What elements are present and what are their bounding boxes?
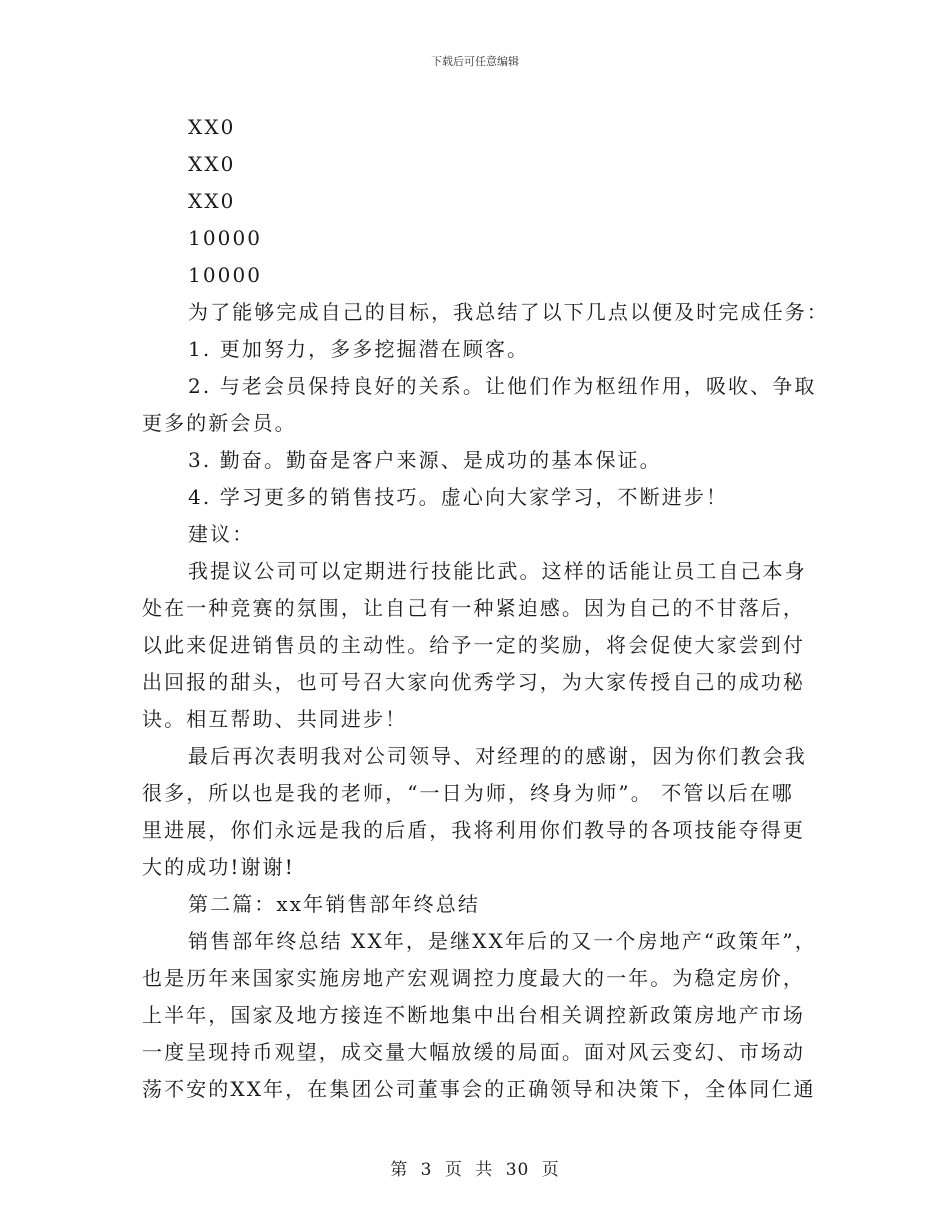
text-line: 很多，所以也是我的老师，“一日为师，终身为师”。 不管以后在哪 [142,781,794,805]
text-line: 10000 [188,263,263,287]
list-item: 4. 学习更多的销售技巧。虚心向大家学习，不断进步！ [188,485,729,509]
text-line: 销售部年终总结 XX年，是继XX年后的又一个房地产“政策年”， [188,929,817,953]
text-line: XX0 [188,152,236,176]
document-body [142,109,829,1108]
list-item: 2. 与老会员保持良好的关系。让他们作为枢纽作用，吸收、争取 [188,374,817,398]
section-label: 建议： [188,522,255,546]
text-line: 出回报的甜头，也可号召大家向优秀学习，为大家传授自己的成功秘 [142,670,805,694]
text-line: XX0 [188,115,236,139]
text-line: 我提议公司可以定期进行技能比武。这样的话能让员工自己本身 [188,559,807,583]
list-item: 3. 勤奋。勤奋是客户来源、是成功的基本保证。 [188,448,662,472]
text-line: 也是历年来国家实施房地产宏观调控力度最大的一年。为稳定房价， [142,966,805,990]
text-line: 更多的新会员。 [142,411,297,435]
text-line: 10000 [188,226,263,250]
text-line: 最后再次表明我对公司领导、对经理的的感谢，因为你们教会我 [188,744,807,768]
text-line: 诀。相互帮助、共同进步！ [142,707,408,731]
text-line: 一度呈现持币观望，成交量大幅放缓的局面。面对风云变幻、市场动 [142,1040,805,1064]
section-heading: 第二篇：xx年销售部年终总结 [188,892,480,916]
text-line: 大的成功!谢谢! [142,855,295,879]
page-header: 下载后可任意编辑 [431,55,519,68]
page-number-footer: 第 3 页 共 30 页 [390,1160,560,1180]
text-line: 上半年，国家及地方接连不断地集中出台相关调控新政策房地产市场 [142,1003,805,1027]
text-line: 处在一种竞赛的氛围，让自己有一种紧迫感。因为自己的不甘落后， [142,596,805,620]
text-line: 荡不安的XX年，在集团公司董事会的正确领导和决策下，全体同仁通 [142,1077,816,1101]
text-line: 以此来促进销售员的主动性。给予一定的奖励，将会促使大家尝到付 [142,633,805,657]
text-line: XX0 [188,189,236,213]
text-line: 里进展，你们永远是我的后盾，我将利用你们教导的各项技能夺得更 [142,818,805,842]
text-line: 为了能够完成自己的目标，我总结了以下几点以便及时完成任务： [188,300,829,324]
list-item: 1. 更加努力，多多挖掘潜在顾客。 [188,337,530,361]
